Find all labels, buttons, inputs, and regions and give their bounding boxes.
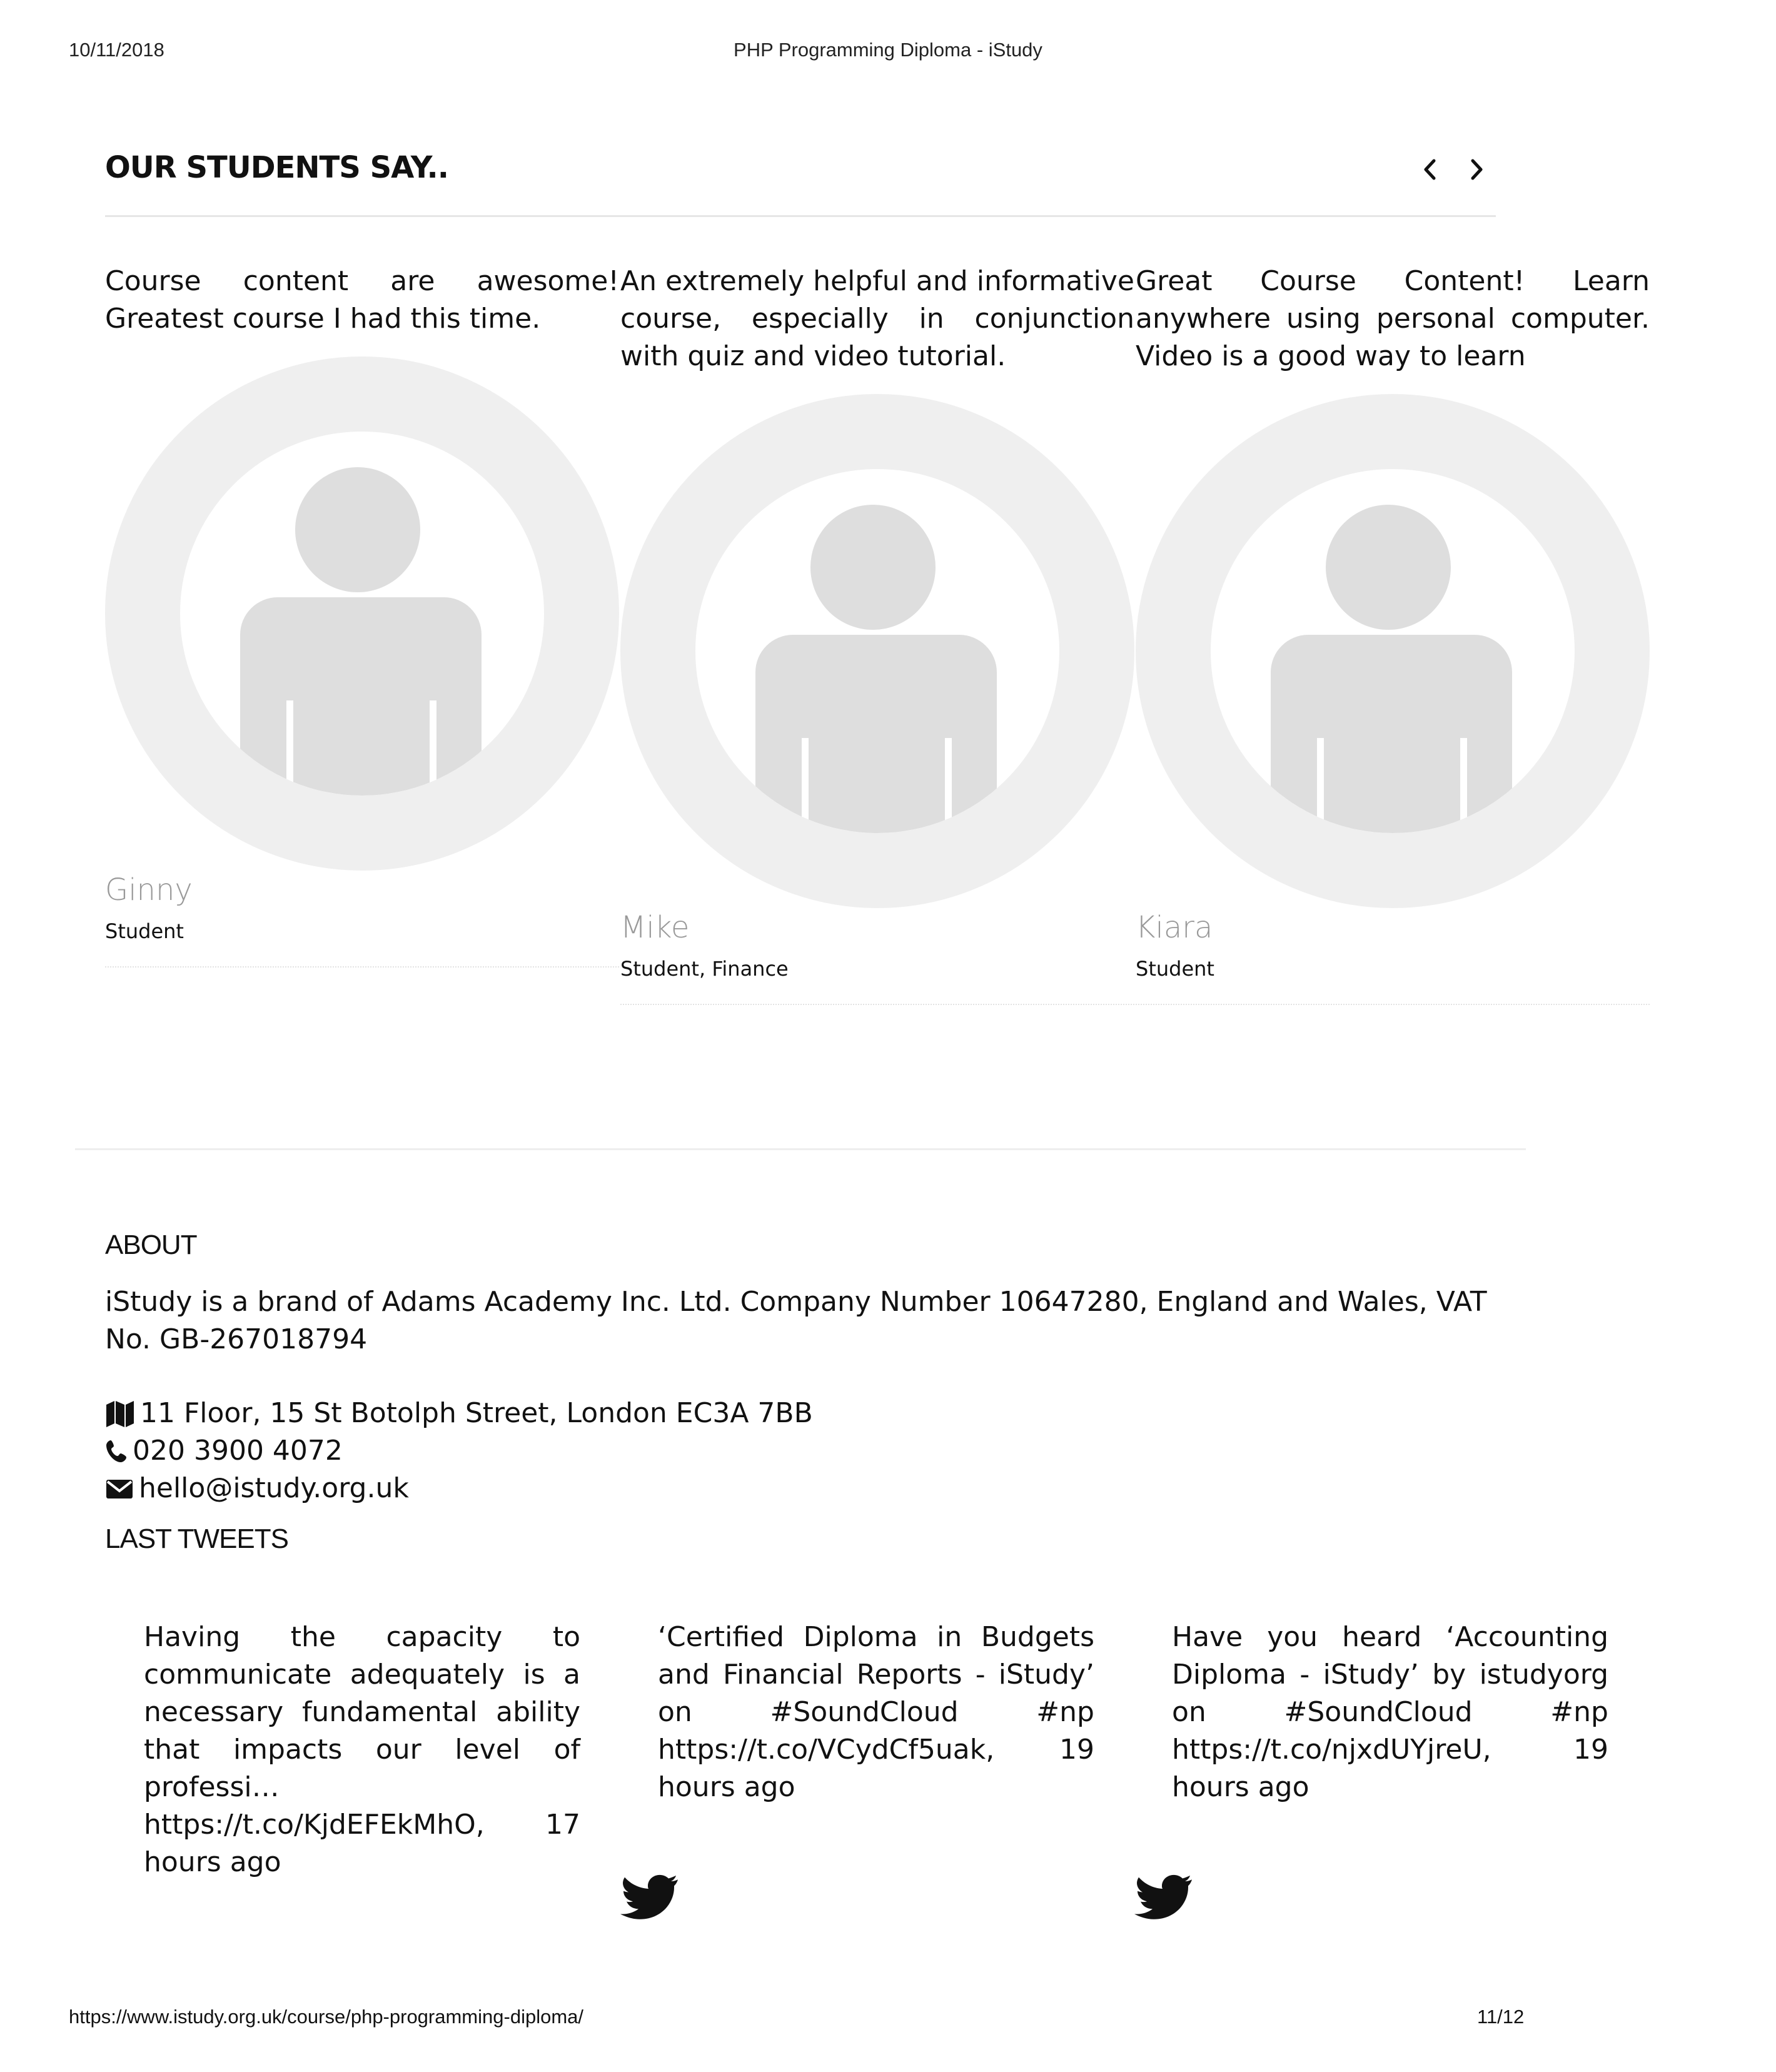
carousel-next-button[interactable]: [1462, 155, 1491, 184]
testimonial-name: Kiara: [1136, 910, 1213, 945]
testimonial-text: Great Course Content! Learn anywhere using personal computer. Video is a good way to learn: [1136, 265, 1650, 372]
testimonial-card: [1136, 263, 1650, 981]
map-icon: [105, 1400, 135, 1427]
testimonial-role: Student: [1136, 957, 1214, 981]
email-link[interactable]: hello@istudy.org.uk: [139, 1472, 409, 1504]
phone-icon: [105, 1438, 128, 1463]
section-divider: [105, 215, 1496, 217]
chevron-right-icon: [1462, 155, 1491, 184]
testimonial-role: Student: [105, 919, 184, 943]
testimonial-name: Ginny: [105, 872, 193, 907]
testimonial-card: [105, 263, 619, 943]
phone-text: 020 3900 4072: [133, 1435, 343, 1467]
print-date: 10/11/2018: [69, 39, 164, 61]
testimonial-card: [620, 263, 1134, 981]
user-avatar-icon: [105, 356, 619, 871]
testimonial-role: Student, Finance: [620, 957, 789, 981]
testimonial-divider: [1136, 1004, 1650, 1005]
print-page-title: PHP Programming Diploma - iStudy: [734, 39, 1042, 61]
contact-phone: [105, 1432, 343, 1470]
tweet-item: ‘Certified Diploma in Budgets and Financial Reports - iStudy’ on #SoundCloud #np https://t.co/VCydCf5uak, 19 hours ago: [658, 1621, 1094, 1803]
testimonial-divider: [620, 1004, 1134, 1005]
user-avatar-icon: [1136, 394, 1650, 908]
contact-email[interactable]: [105, 1470, 409, 1507]
about-text: iStudy is a brand of Adams Academy Inc. Ltd. Company Number 10647280, England and Wales, VAT No. GB-267018794: [105, 1286, 1487, 1355]
footer-divider: [75, 1148, 1526, 1150]
tweet-item: Have you heard ‘Accounting Diploma - iStudy’ by istudyorg on #SoundCloud #np https://t.co/njxdUYjreU, 19 hours ago: [1172, 1621, 1608, 1803]
testimonial-text: An extremely helpful and informative course, especially in conjunction with quiz and video tutorial.: [620, 265, 1134, 372]
testimonial-text: Course content are awesome! Greatest course I had this time.: [105, 265, 619, 335]
twitter-bird-icon[interactable]: [622, 1878, 679, 1923]
user-avatar-icon: [620, 394, 1134, 908]
chevron-left-icon: [1416, 155, 1445, 184]
address-text: 11 Floor, 15 St Botolph Street, London EC3A 7BB: [140, 1397, 813, 1429]
testimonials-carousel: [105, 263, 1650, 1013]
print-page-number: 11/12: [1477, 2006, 1525, 2028]
envelope-icon: [105, 1477, 134, 1500]
twitter-bird-icon[interactable]: [1136, 1878, 1193, 1923]
testimonial-divider: [105, 966, 619, 968]
about-heading: ABOUT: [105, 1230, 197, 1260]
tweet-item: Having the capacity to communicate adequately is a necessary fundamental ability that impacts our level of professi… https://t.co/KjdEFEkMhO, 17 hours ago: [144, 1621, 580, 1878]
print-footer-url: https://www.istudy.org.uk/course/php-programming-diploma/: [69, 2006, 583, 2028]
testimonial-name: Mike: [620, 910, 690, 945]
tweets-heading: LAST TWEETS: [105, 1524, 289, 1554]
carousel-prev-button[interactable]: [1416, 155, 1445, 184]
tweets-list: [144, 1619, 1608, 1894]
contact-address: [105, 1395, 813, 1432]
testimonials-heading: OUR STUDENTS SAY..: [105, 150, 448, 185]
